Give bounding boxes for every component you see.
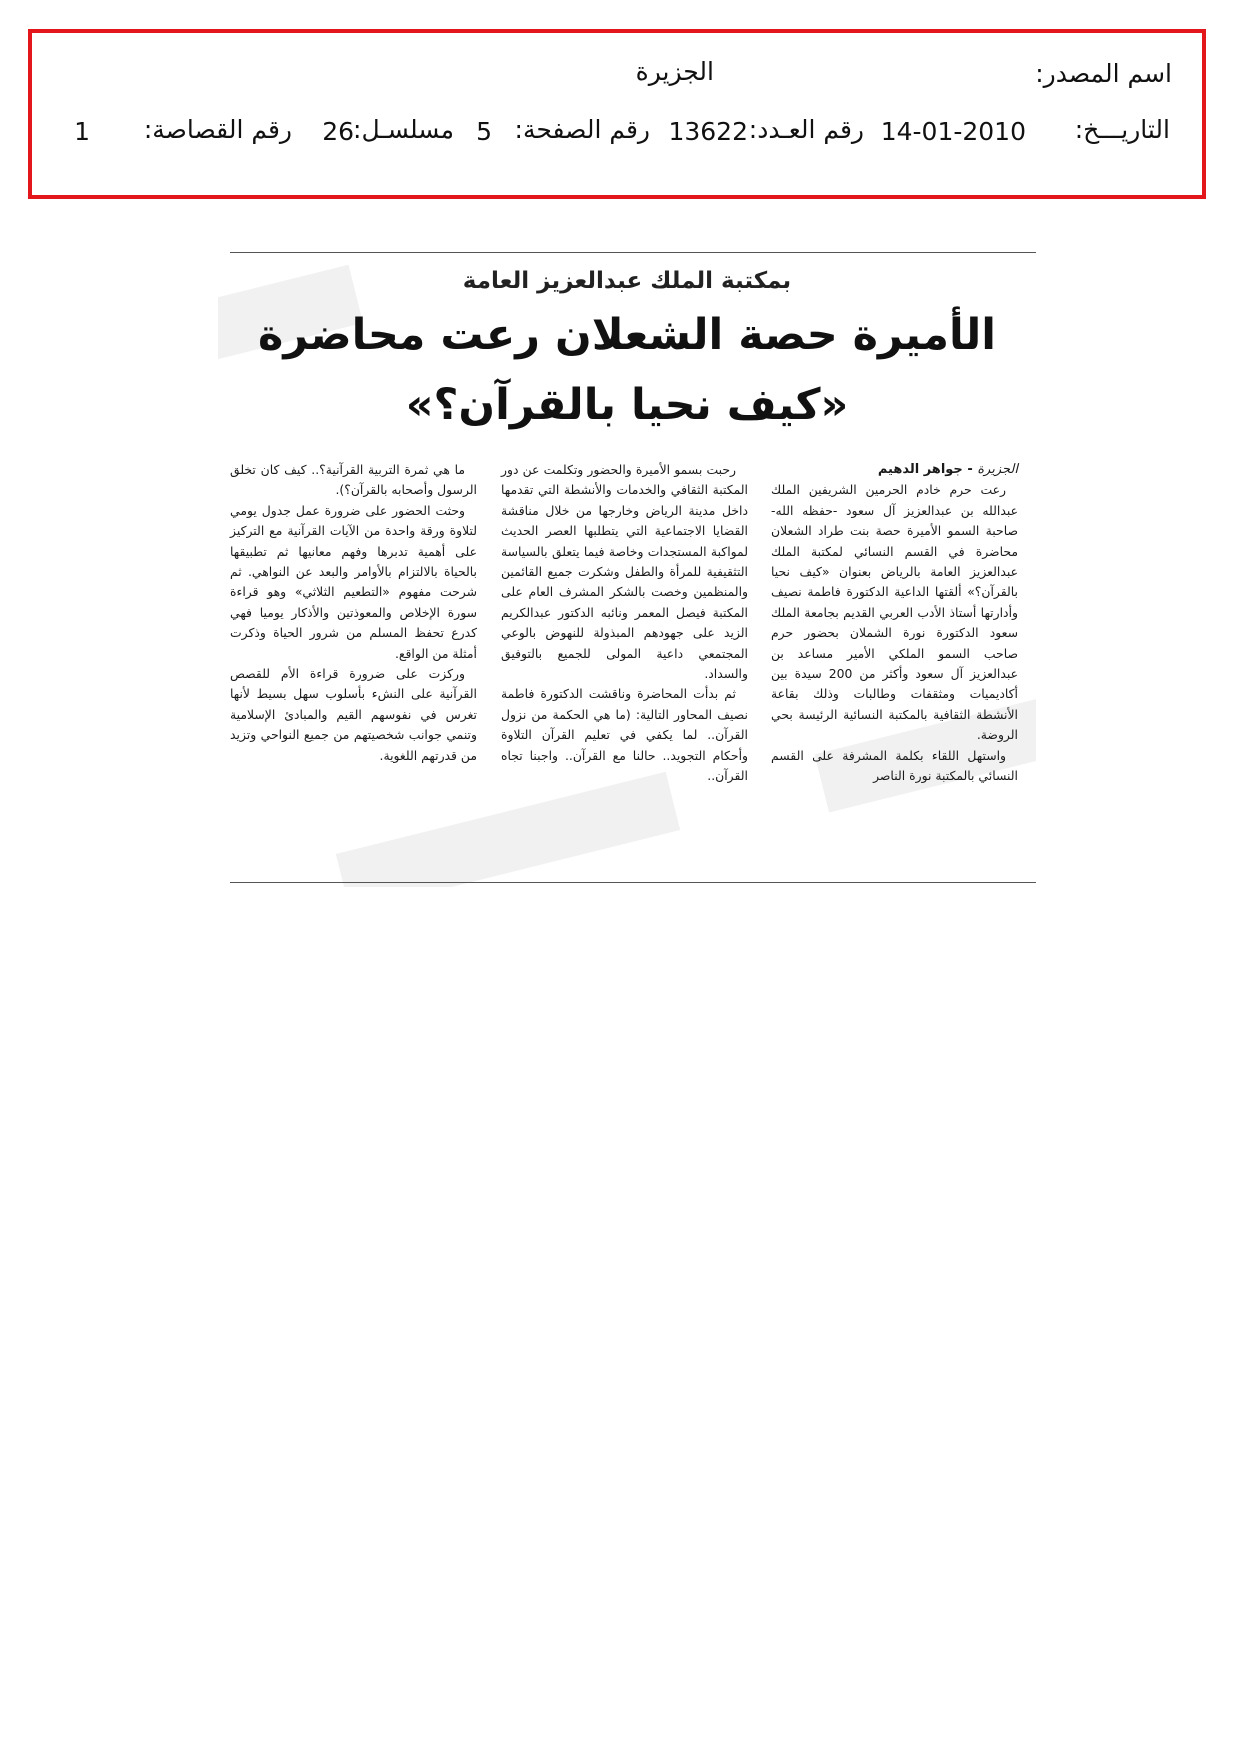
page-label: رقم الصفحة: [514,115,650,144]
clip-value: 1 [74,117,90,146]
article-column-3 [230,460,477,766]
article-headline-line1: الأميرة حصة الشعلان رعت محاضرة [257,310,996,360]
article-column-1 [771,460,1018,787]
clipping-info-box [28,29,1206,199]
top-rule [230,252,1036,253]
column-3-paragraph-1: ما هي ثمرة التربية القرآنية؟.. كيف كان تخلق الرسول وأصحابه بالقرآن؟). [230,462,477,498]
column-2-paragraph-1: رحبت بسمو الأميرة والحضور وتكلمت عن دور المكتبة الثقافي والخدمات والأنشطة التي تقدمها داخل مدينة الرياض وخارجها من خلال مناقشة القضايا الاجتماعية التي يتطلبها العصر الحديث لمواكبة المستجدات وخاصة فيما يتعلق بالسياسة التثقيفية للمرأة والطفل وشكرت جميع القائمين والمنظمين وخصت بالشكر المشرف العام على المكتبة فيصل المعمر ونائبه الدكتور عبدالكريم الزيد على جهودهم المبذولة للنهوض بالوعي المجتمعي داعية المولى للجميع بالتوفيق والسداد. [501,462,748,682]
byline [771,460,1018,480]
date-label: التاريـــخ: [1074,115,1170,144]
source-label: اسم المصدر: [1035,59,1172,88]
column-1-paragraph-2: واستهل اللقاء بكلمة المشرفة على القسم النسائي بالمكتبة نورة الناصر [771,747,1018,784]
newspaper-clipping [218,252,1036,887]
column-1-paragraph-1: رعت حرم خادم الحرمين الشريفين الملك عبدالله بن عبدالعزيز آل سعود -حفظه الله- صاحبة السمو الأميرة حصة بنت طراد الشعلان محاضرة في القسم النسائي لمكتبة الملك عبدالعزيز العامة بالرياض بعنوان «كيف نحيا بالقرآن؟» ألقتها الداعية الدكتورة فاطمة نصيف وأدارتها أستاذ الأدب العربي القديم بجامعة الملك سعود الدكتورة نورة الشملان بحضور حرم صاحب السمو الملكي الأمير مساعد بن عبدالعزيز آل سعود وأكثر من 200 سيدة بين أكاديميات ومثقفات وطالبات وذلك بقاعة الأنشطة الثقافية بالمكتبة النسائية الرئيسة بحي الروضة. [771,482,1018,743]
clip-label: رقم القصاصة: [143,115,292,144]
page-value: 5 [476,117,492,146]
source-value: الجزيرة [635,57,714,86]
bottom-rule [230,882,1036,883]
date-value: 14-01-2010 [880,117,1026,146]
serial-value: 26 [322,117,354,146]
serial-label: مسلسـل: [353,115,454,144]
article-headline-line2: «كيف نحيا بالقرآن؟» [405,380,849,430]
issue-value: 13622 [668,117,748,146]
article-kicker: بمكتبة الملك عبدالعزيز العامة [462,268,792,294]
column-2-paragraph-2: ثم بدأت المحاضرة وناقشت الدكتورة فاطمة نصيف المحاور التالية: (ما هي الحكمة من نزول القرآن.. لما يكفي في تعليم القرآن التلاوة وأحكام التجويد.. حالنا مع القرآن.. واجبنا تجاه القرآن.. [501,686,748,784]
column-3-paragraph-3: وركزت على ضرورة قراءة الأم للقصص القرآنية على النشء بأسلوب سهل بسيط لأنها تغرس في نفوسهم القيم والمبادئ الإسلامية وتنمي جوانب شخصيتهم من جميع النواحي وتزيد من قدرتهم اللغوية. [230,666,477,763]
byline-publication: الجزيرة [977,462,1018,477]
article-column-2 [501,460,748,787]
byline-author: - جواهر الدهيم [877,462,973,477]
issue-label: رقم العـدد: [748,115,864,144]
column-3-paragraph-2: وحثت الحضور على ضرورة عمل جدول يومي لتلاوة ورقة واحدة من الآيات القرآنية مع التركيز على أهمية تدبرها وفهم معانيها ثم تطبيقها بالحياة بالالتزام بالأوامر والبعد عن النواهي. ثم شرحت مفهوم «التطعيم الثلاثي» وهو قراءة سورة الإخلاص والمعوذتين والأذكار يوميا فهي كدرع تحفظ المسلم من شرور الحياة وذكرت أمثلة من الواقع. [230,502,477,661]
